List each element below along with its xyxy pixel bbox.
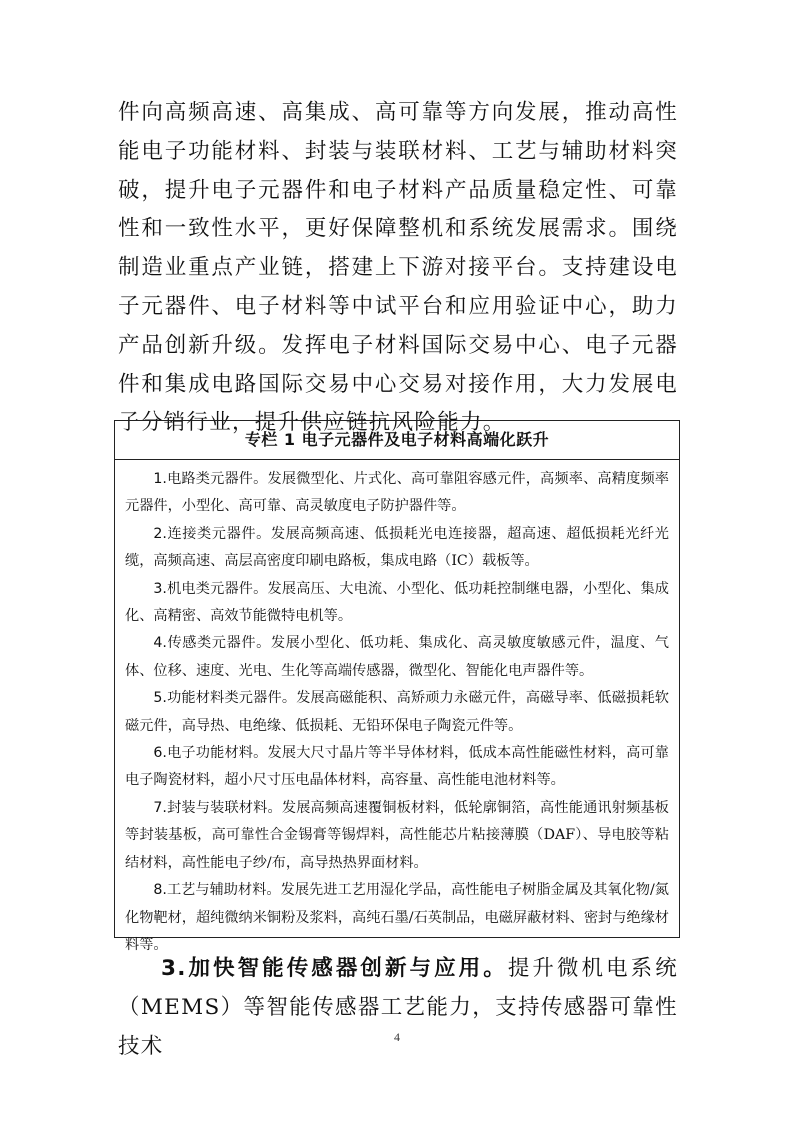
column-item-label: 6.电子功能材料。 (153, 745, 268, 762)
column-item-label: 3.机电类元器件。 (153, 580, 268, 597)
column-item (125, 630, 669, 685)
column-item-text: 发展小型化、低功耗、集成化、高灵敏度敏感元件，温度、气体、位移、速度、光电、生化等高端传感器，微型化、智能化电声器件等。 (125, 635, 669, 679)
column-item-text: 发展高磁能积、高矫顽力永磁元件，高磁导率、低磁损耗软磁元件，高导热、电绝缘、低损耗、无铅环保电子陶瓷元件等。 (125, 690, 669, 734)
column-item-text: 发展高频高速覆铜板材料，低轮廓铜箔，高性能通讯射频基板等封装基板，高可靠性合金锡膏等锡焊料，高性能芯片粘接薄膜（DAF）、导电胶等粘结材料，高性能电子纱/布，高导热热界面材料。 (125, 799, 669, 871)
section-paragraph (118, 950, 678, 1066)
column-item-text: 发展先进工艺用湿化学品，高性能电子树脂金属及其氧化物/氮化物靶材，超纯微纳米铜粉及浆料，高纯石墨/石英制品，电磁屏蔽材料、密封与绝缘材料等。 (125, 882, 669, 953)
column-item-text: 发展大尺寸晶片等半导体材料，低成本高性能磁性材料，高可靠电子陶瓷材料，超小尺寸压电晶体材料，高容量、高性能电池材料等。 (125, 745, 669, 789)
column-item (125, 877, 669, 959)
column-item (125, 521, 669, 576)
section-heading: 3.加快智能传感器创新与应用。 (161, 956, 508, 981)
column-item-label: 5.功能材料类元器件。 (153, 690, 297, 707)
column-item (125, 576, 669, 631)
column-item (125, 795, 669, 877)
column-item (125, 466, 669, 521)
column-item-label: 4.传感类元器件。 (153, 635, 271, 652)
column-item (125, 685, 669, 740)
column-item-text: 发展微型化、片式化、高可靠阻容感元件，高频率、高精度频率元器件，小型化、高可靠、高灵敏度电子防护器件等。 (125, 471, 669, 515)
column-item-label: 1.电路类元器件。 (153, 471, 268, 487)
column-item-text: 发展高频高速、低损耗光电连接器，超高速、超低损耗光纤光缆，高频高速、高层高密度印刷电路板，集成电路（IC）载板等。 (125, 525, 669, 570)
column-box (114, 420, 680, 953)
section-text: 提升微机电系统（MEMS）等智能传感器工艺能力，支持传感器可靠性技术 (118, 956, 678, 1059)
column-item-label: 2.连接类元器件。 (153, 525, 271, 542)
body-paragraph: 件向高频高速、高集成、高可靠等方向发展，推动高性能电子功能材料、封装与装联材料、工艺与辅助材料突破，提升电子元器件和电子材料产品质量稳定性、可靠性和一致性水平，更好保障整机和系统发展需求。围绕制造业重点产业链，搭建上下游对接平台。支持建设电子元器件、电子材料等中试平台和应用验证中心，助力产品创新升级。发挥电子材料国际交易中心、电子元器件和集成电路国际交易中心交易对接作用，大力发展电子分销行业，提升供应链抗风险能力。 (118, 100, 678, 436)
column-item-label: 8.工艺与辅助材料。 (153, 882, 281, 899)
column-item-label: 7.封装与装联材料。 (153, 799, 282, 816)
column-item (125, 740, 669, 795)
column-box-items (115, 460, 679, 959)
page-number: 4 (394, 1030, 400, 1044)
column-box-title: 专栏 1 电子元器件及电子材料高端化跃升 (115, 421, 679, 460)
column-item-text: 发展高压、大电流、小型化、低功耗控制继电器，小型化、集成化、高精密、高效节能微特电机等。 (125, 580, 669, 625)
